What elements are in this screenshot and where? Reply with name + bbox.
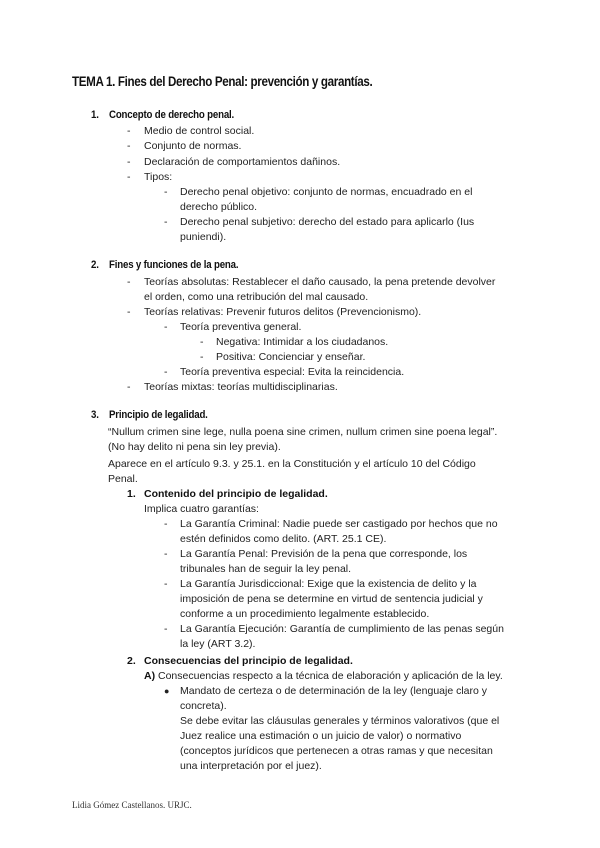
list-item: La Garantía Criminal: Nadie puede ser castigado por hechos que no (180, 518, 498, 530)
dash-marker: - (127, 171, 131, 183)
list-item-continuation: Juez realice una estimación o un juicio de valor) o normativo (180, 730, 462, 742)
list-item: Consecuencias respecto a la técnica de elaboración y aplicación de la ley. (158, 670, 503, 682)
list-item: Positiva: Concienciar y enseñar. (216, 351, 366, 363)
list-item: Teorías relativas: Prevenir futuros delitos (Prevencionismo). (144, 306, 422, 318)
dash-marker: - (127, 156, 131, 168)
dash-marker: - (164, 578, 168, 590)
list-item: Conjunto de normas. (144, 140, 242, 152)
dash-marker: - (164, 186, 168, 198)
paragraph: Implica cuatro garantías: (144, 503, 259, 515)
list-letter-label: A) (144, 670, 156, 682)
list-item: La Garantía Jurisdiccional: Exige que la existencia de delito y la (180, 578, 477, 590)
dash-marker: - (127, 276, 131, 288)
list-item: Negativa: Intimidar a los ciudadanos. (216, 336, 389, 348)
dash-marker: - (164, 518, 168, 530)
list-item-continuation: (conceptos jurídicos que pertenecen a otras ramas y que necesitan (180, 745, 493, 757)
quote-text: “Nullum crimen sine lege, nulla poena sine crimen, nullum crimen sine poena legal”. (108, 426, 498, 438)
list-item: Derecho penal subjetivo: derecho del estado para aplicarlo (Ius (180, 216, 475, 228)
section-3-heading: Principio de legalidad. (109, 409, 208, 421)
list-item: Derecho penal objetivo: conjunto de normas, encuadrado en el (180, 186, 473, 198)
quote-translation: (No hay delito ni pena sin ley previa). (108, 441, 281, 453)
list-item-continuation: la ley (ART 3.2). (180, 638, 256, 650)
list-item: Teorías mixtas: teorías multidisciplinarias. (144, 381, 338, 393)
section-2-heading: Fines y funciones de la pena. (109, 259, 239, 271)
dash-marker: - (200, 336, 204, 348)
subsection-2-number: 2. (127, 655, 136, 667)
dash-marker: - (164, 216, 168, 228)
section-1-number: 1. (91, 109, 99, 121)
list-item-continuation: concreta). (180, 700, 227, 712)
list-item: Medio de control social. (144, 125, 255, 137)
paragraph: Aparece en el artículo 9.3. y 25.1. en la Constitución y el artículo 10 del Código (108, 458, 476, 470)
list-item-continuation: imposición de pena se determine en virtud de sentencia judicial y (180, 593, 483, 605)
list-item-continuation: derecho público. (180, 201, 258, 213)
dash-marker: - (164, 321, 168, 333)
list-item: Teorías absolutas: Restablecer el daño causado, la pena pretende devolver (144, 276, 496, 288)
page-title: TEMA 1. Fines del Derecho Penal: prevención y garantías. (72, 74, 373, 89)
list-item: Tipos: (144, 171, 173, 183)
list-item-continuation: tribunales han de seguir la ley penal. (180, 563, 352, 575)
dash-marker: - (127, 140, 131, 152)
dash-marker: - (164, 548, 168, 560)
list-item-continuation: el orden, como una retribución del mal causado. (144, 291, 369, 303)
list-item: Mandato de certeza o de determinación de la ley (lenguaje claro y (180, 685, 488, 697)
footer-author: Lidia Gómez Castellanos. URJC. (72, 800, 192, 810)
list-item: La Garantía Penal: Previsión de la pena que corresponde, los (180, 548, 468, 560)
section-1-heading: Concepto de derecho penal. (109, 109, 235, 121)
list-item: Teoría preventiva especial: Evita la reincidencia. (180, 366, 405, 378)
dash-marker: - (127, 125, 131, 137)
dash-marker: - (127, 381, 131, 393)
list-item-continuation: estén definidos como delito. (ART. 25.1 CE). (180, 533, 387, 545)
dash-marker: - (127, 306, 131, 318)
list-item-continuation: una interpretación por el juez). (180, 760, 322, 772)
list-item-continuation: conforme a un procedimiento legalmente establecido. (180, 608, 430, 620)
paragraph-continuation: Penal. (108, 473, 138, 485)
bullet-icon: ● (164, 686, 170, 696)
section-2-number: 2. (91, 259, 99, 271)
subsection-2-heading: Consecuencias del principio de legalidad. (144, 655, 353, 667)
list-item: Declaración de comportamientos dañinos. (144, 156, 341, 168)
subsection-1-heading: Contenido del principio de legalidad. (144, 488, 328, 500)
dash-marker: - (164, 366, 168, 378)
section-3-number: 3. (91, 409, 99, 421)
subsection-1-number: 1. (127, 488, 136, 500)
list-item-continuation: puniendi). (180, 231, 227, 243)
list-item: Teoría preventiva general. (180, 321, 302, 333)
dash-marker: - (200, 351, 204, 363)
dash-marker: - (164, 623, 168, 635)
list-item-continuation: Se debe evitar las cláusulas generales y términos valorativos (que el (180, 715, 500, 727)
list-item: La Garantía Ejecución: Garantía de cumplimiento de las penas según (180, 623, 504, 635)
